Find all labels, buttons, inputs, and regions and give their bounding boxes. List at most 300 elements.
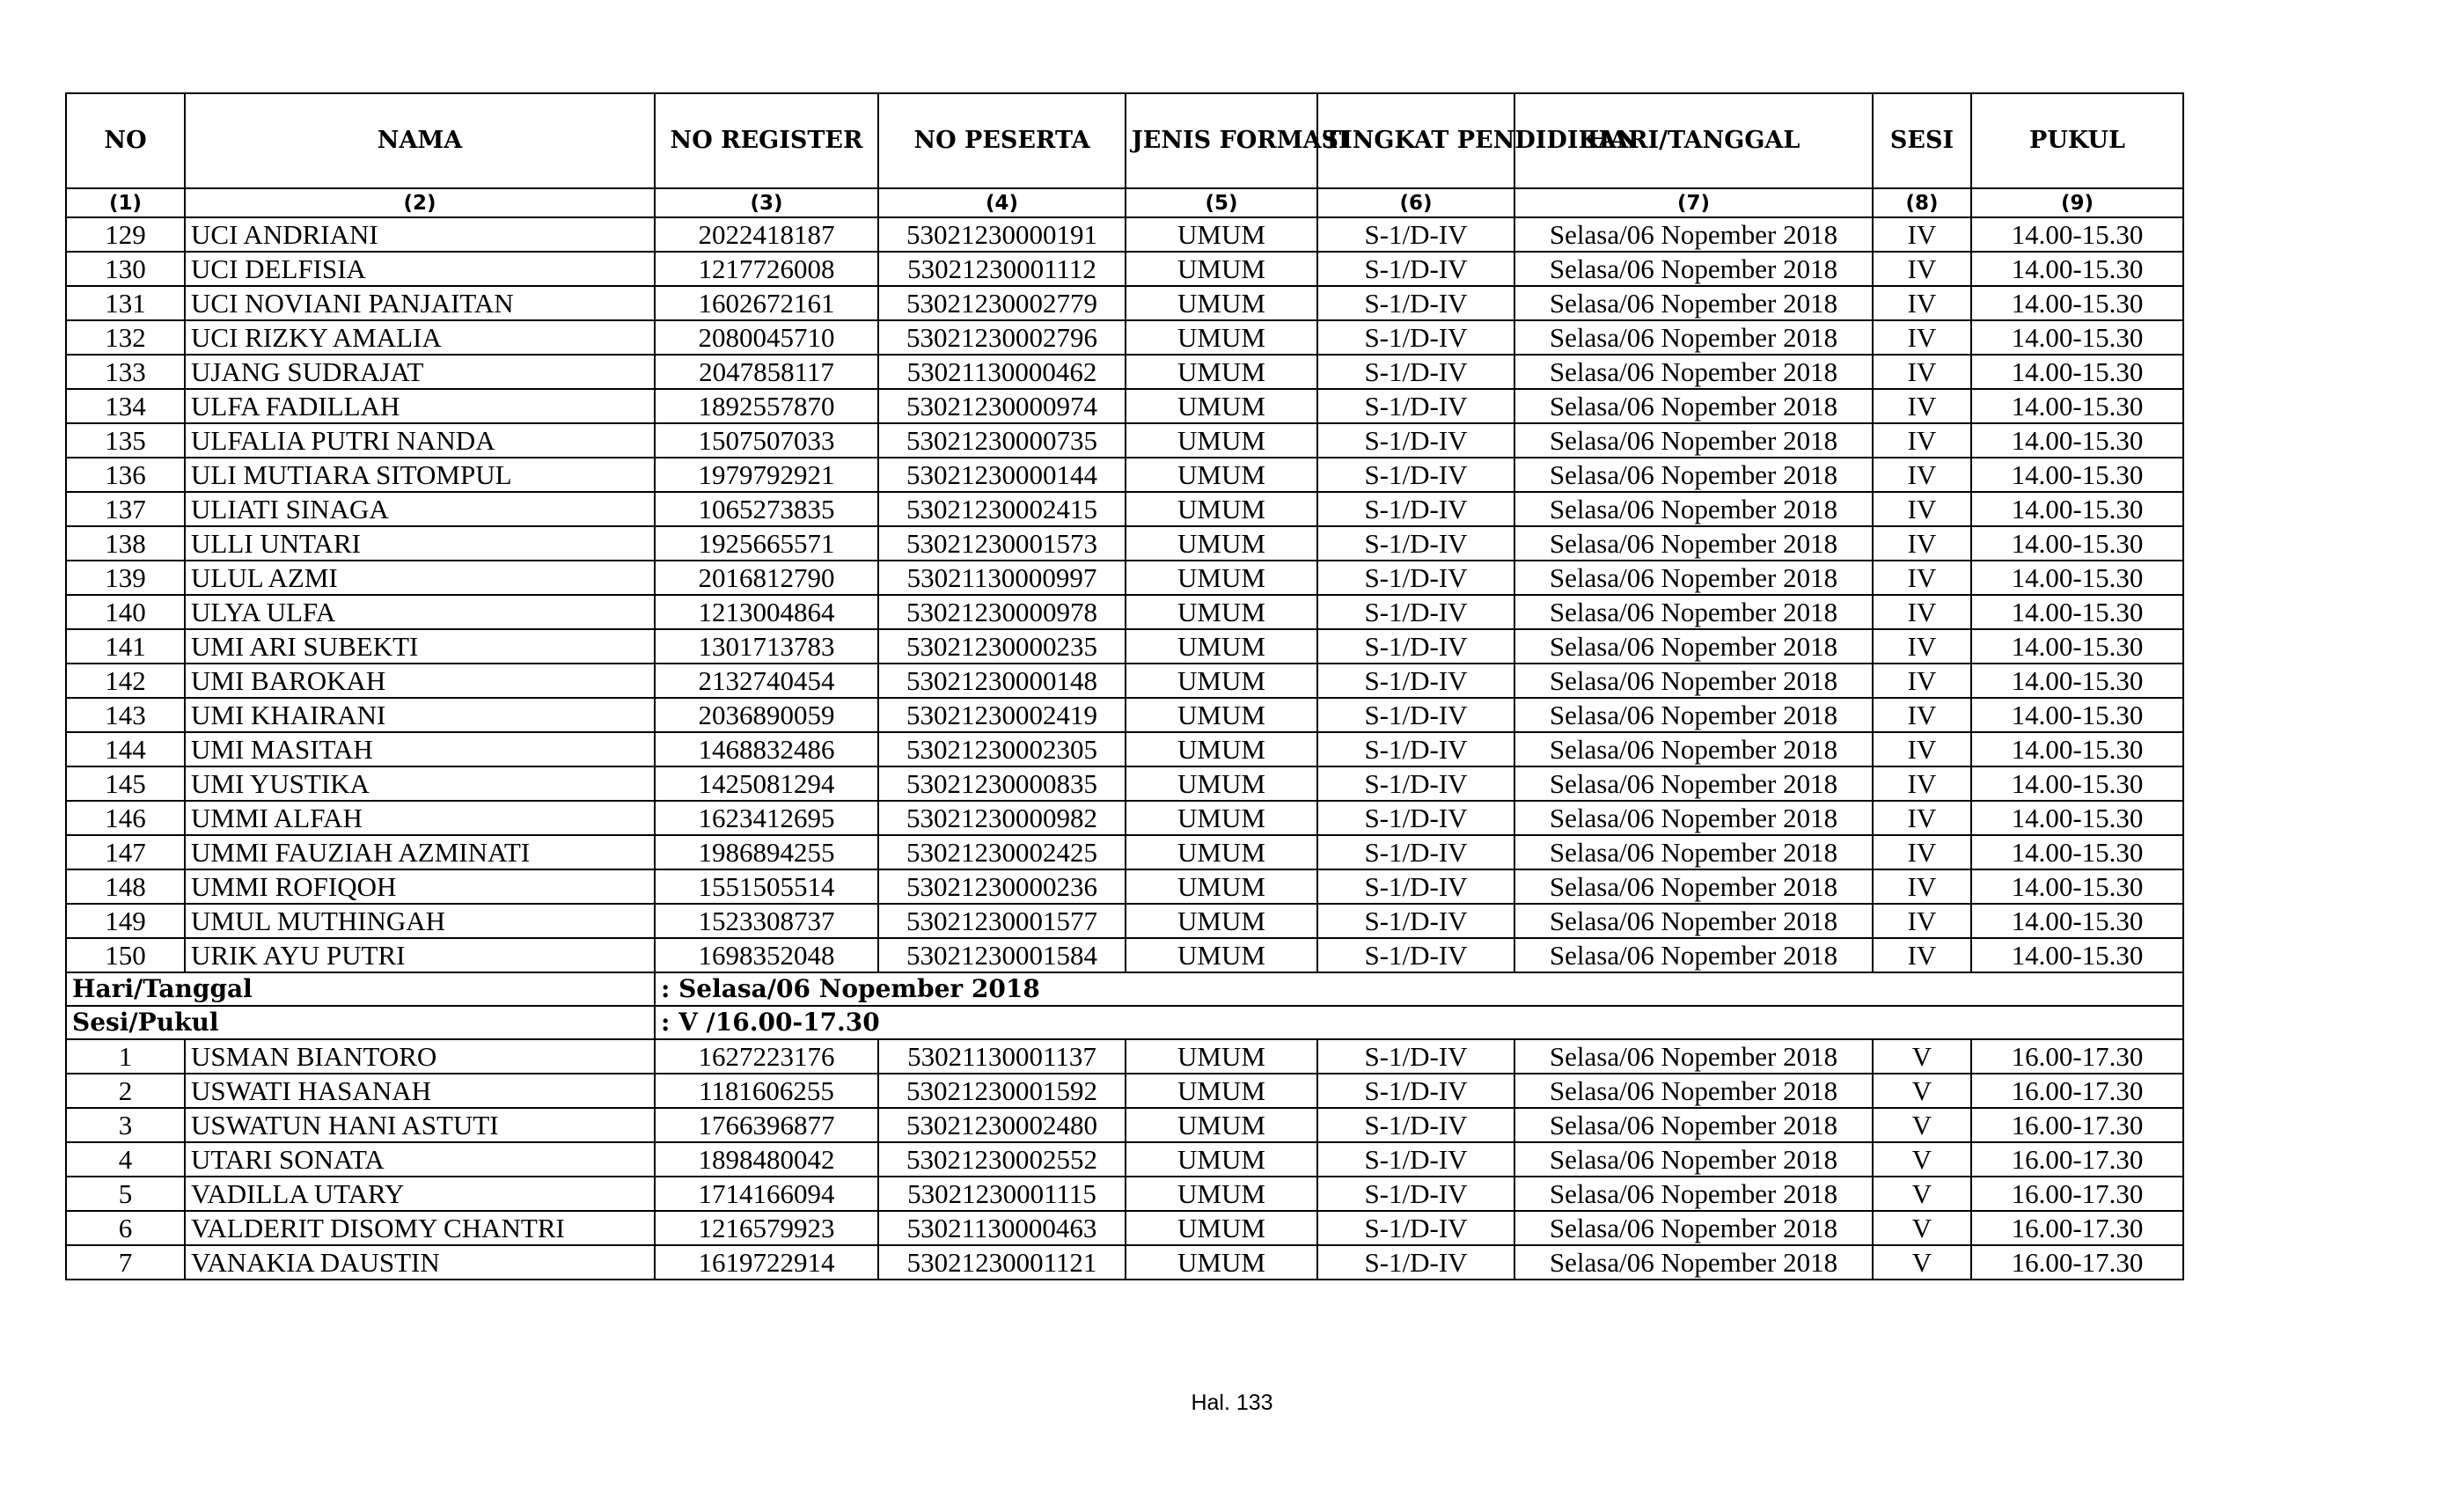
cell-no: 134 <box>66 389 185 423</box>
cell-sesi: IV <box>1873 732 1971 766</box>
cell-pukul: 14.00-15.30 <box>1971 664 2183 698</box>
cell-sesi: IV <box>1873 217 1971 252</box>
cell-no-register: 1623412695 <box>655 801 878 835</box>
cell-no-register: 1216579923 <box>655 1211 878 1245</box>
cell-sesi: IV <box>1873 629 1971 664</box>
cell-nama: ULFA FADILLAH <box>185 389 655 423</box>
table-row <box>66 492 2183 526</box>
table-row <box>66 1108 2183 1142</box>
cell-no-register: 1065273835 <box>655 492 878 526</box>
cell-nama: UMMI FAUZIAH AZMINATI <box>185 835 655 869</box>
cell-jenis-formasi: UMUM <box>1126 1177 1317 1211</box>
cell-hari-tanggal: Selasa/06 Nopember 2018 <box>1514 904 1873 938</box>
cell-hari-tanggal: Selasa/06 Nopember 2018 <box>1514 835 1873 869</box>
table-row <box>66 561 2183 595</box>
cell-tingkat-pendidikan: S-1/D-IV <box>1317 355 1514 389</box>
header-nama: NAMA <box>185 93 655 188</box>
cell-jenis-formasi: UMUM <box>1126 629 1317 664</box>
cell-hari-tanggal: Selasa/06 Nopember 2018 <box>1514 1211 1873 1245</box>
session-4-rows <box>66 217 2183 972</box>
cell-jenis-formasi: UMUM <box>1126 1211 1317 1245</box>
cell-tingkat-pendidikan: S-1/D-IV <box>1317 320 1514 355</box>
cell-sesi: IV <box>1873 252 1971 286</box>
cell-tingkat-pendidikan: S-1/D-IV <box>1317 904 1514 938</box>
cell-tingkat-pendidikan: S-1/D-IV <box>1317 629 1514 664</box>
table-row <box>66 595 2183 629</box>
table-row <box>66 1142 2183 1177</box>
table-row <box>66 526 2183 561</box>
cell-nama: ULUL AZMI <box>185 561 655 595</box>
cell-pukul: 14.00-15.30 <box>1971 526 2183 561</box>
table-row <box>66 1074 2183 1108</box>
cell-no-peserta: 53021230000735 <box>878 423 1126 458</box>
cell-no-register: 2132740454 <box>655 664 878 698</box>
cell-tingkat-pendidikan: S-1/D-IV <box>1317 766 1514 801</box>
cell-hari-tanggal: Selasa/06 Nopember 2018 <box>1514 423 1873 458</box>
session-day-value: : Selasa/06 Nopember 2018 <box>655 972 2183 1006</box>
cell-pukul: 16.00-17.30 <box>1971 1211 2183 1245</box>
cell-no-register: 1523308737 <box>655 904 878 938</box>
cell-no-peserta: 53021230001573 <box>878 526 1126 561</box>
cell-no-peserta: 53021230002552 <box>878 1142 1126 1177</box>
cell-hari-tanggal: Selasa/06 Nopember 2018 <box>1514 1177 1873 1211</box>
session-time-label: Sesi/Pukul <box>66 1006 655 1039</box>
cell-tingkat-pendidikan: S-1/D-IV <box>1317 458 1514 492</box>
cell-no-register: 1979792921 <box>655 458 878 492</box>
cell-jenis-formasi: UMUM <box>1126 1108 1317 1142</box>
col-number: (9) <box>1971 188 2183 217</box>
cell-hari-tanggal: Selasa/06 Nopember 2018 <box>1514 664 1873 698</box>
cell-hari-tanggal: Selasa/06 Nopember 2018 <box>1514 629 1873 664</box>
cell-hari-tanggal: Selasa/06 Nopember 2018 <box>1514 286 1873 320</box>
cell-pukul: 14.00-15.30 <box>1971 423 2183 458</box>
cell-no-register: 2047858117 <box>655 355 878 389</box>
cell-nama: URIK AYU PUTRI <box>185 938 655 972</box>
cell-jenis-formasi: UMUM <box>1126 492 1317 526</box>
cell-hari-tanggal: Selasa/06 Nopember 2018 <box>1514 217 1873 252</box>
cell-hari-tanggal: Selasa/06 Nopember 2018 <box>1514 732 1873 766</box>
cell-no-register: 2036890059 <box>655 698 878 732</box>
col-number: (5) <box>1126 188 1317 217</box>
table-row <box>66 766 2183 801</box>
cell-sesi: IV <box>1873 938 1971 972</box>
session-day-row <box>66 972 2183 1006</box>
cell-tingkat-pendidikan: S-1/D-IV <box>1317 526 1514 561</box>
cell-pukul: 14.00-15.30 <box>1971 698 2183 732</box>
cell-hari-tanggal: Selasa/06 Nopember 2018 <box>1514 1074 1873 1108</box>
cell-tingkat-pendidikan: S-1/D-IV <box>1317 1245 1514 1280</box>
cell-nama: UMI YUSTIKA <box>185 766 655 801</box>
cell-sesi: V <box>1873 1039 1971 1074</box>
cell-sesi: IV <box>1873 698 1971 732</box>
column-number-row <box>66 188 2183 217</box>
cell-nama: UMMI ROFIQOH <box>185 869 655 904</box>
cell-tingkat-pendidikan: S-1/D-IV <box>1317 423 1514 458</box>
cell-pukul: 14.00-15.30 <box>1971 389 2183 423</box>
table-row <box>66 252 2183 286</box>
cell-no: 139 <box>66 561 185 595</box>
col-number: (1) <box>66 188 185 217</box>
cell-no-register: 1425081294 <box>655 766 878 801</box>
cell-jenis-formasi: UMUM <box>1126 252 1317 286</box>
header-jenis-formasi: JENIS FORMASI <box>1126 93 1317 188</box>
table-row <box>66 801 2183 835</box>
cell-no: 148 <box>66 869 185 904</box>
cell-nama: UCI NOVIANI PANJAITAN <box>185 286 655 320</box>
cell-sesi: IV <box>1873 801 1971 835</box>
col-number: (3) <box>655 188 878 217</box>
cell-nama: UJANG SUDRAJAT <box>185 355 655 389</box>
cell-tingkat-pendidikan: S-1/D-IV <box>1317 492 1514 526</box>
header-no: NO <box>66 93 185 188</box>
cell-no-register: 1892557870 <box>655 389 878 423</box>
cell-no: 7 <box>66 1245 185 1280</box>
cell-hari-tanggal: Selasa/06 Nopember 2018 <box>1514 1142 1873 1177</box>
cell-jenis-formasi: UMUM <box>1126 766 1317 801</box>
cell-pukul: 14.00-15.30 <box>1971 492 2183 526</box>
cell-no-peserta: 53021230002419 <box>878 698 1126 732</box>
cell-tingkat-pendidikan: S-1/D-IV <box>1317 801 1514 835</box>
cell-tingkat-pendidikan: S-1/D-IV <box>1317 1108 1514 1142</box>
cell-hari-tanggal: Selasa/06 Nopember 2018 <box>1514 252 1873 286</box>
cell-pukul: 16.00-17.30 <box>1971 1142 2183 1177</box>
cell-pukul: 16.00-17.30 <box>1971 1074 2183 1108</box>
cell-nama: UMI KHAIRANI <box>185 698 655 732</box>
cell-no-peserta: 53021230001112 <box>878 252 1126 286</box>
cell-nama: UMMI ALFAH <box>185 801 655 835</box>
table-row <box>66 869 2183 904</box>
cell-no: 137 <box>66 492 185 526</box>
cell-sesi: V <box>1873 1074 1971 1108</box>
cell-pukul: 16.00-17.30 <box>1971 1177 2183 1211</box>
cell-hari-tanggal: Selasa/06 Nopember 2018 <box>1514 595 1873 629</box>
header-row <box>66 93 2183 188</box>
cell-no-peserta: 53021230002425 <box>878 835 1126 869</box>
cell-no: 135 <box>66 423 185 458</box>
cell-sesi: IV <box>1873 286 1971 320</box>
table-row <box>66 355 2183 389</box>
table-row <box>66 1245 2183 1280</box>
cell-pukul: 14.00-15.30 <box>1971 286 2183 320</box>
cell-no: 129 <box>66 217 185 252</box>
table-row <box>66 664 2183 698</box>
cell-no: 147 <box>66 835 185 869</box>
cell-tingkat-pendidikan: S-1/D-IV <box>1317 1074 1514 1108</box>
cell-no: 4 <box>66 1142 185 1177</box>
table-row <box>66 320 2183 355</box>
session-time-value: : V /16.00-17.30 <box>655 1006 2183 1039</box>
cell-tingkat-pendidikan: S-1/D-IV <box>1317 938 1514 972</box>
cell-jenis-formasi: UMUM <box>1126 595 1317 629</box>
cell-pukul: 14.00-15.30 <box>1971 766 2183 801</box>
col-number: (8) <box>1873 188 1971 217</box>
table-row <box>66 732 2183 766</box>
cell-tingkat-pendidikan: S-1/D-IV <box>1317 595 1514 629</box>
cell-sesi: V <box>1873 1245 1971 1280</box>
cell-no-register: 1766396877 <box>655 1108 878 1142</box>
cell-no-peserta: 53021230001115 <box>878 1177 1126 1211</box>
cell-pukul: 14.00-15.30 <box>1971 801 2183 835</box>
cell-sesi: V <box>1873 1211 1971 1245</box>
cell-sesi: V <box>1873 1177 1971 1211</box>
cell-no-peserta: 53021230002779 <box>878 286 1126 320</box>
cell-hari-tanggal: Selasa/06 Nopember 2018 <box>1514 1108 1873 1142</box>
cell-pukul: 14.00-15.30 <box>1971 217 2183 252</box>
cell-no-register: 1898480042 <box>655 1142 878 1177</box>
cell-sesi: IV <box>1873 904 1971 938</box>
cell-nama: ULLI UNTARI <box>185 526 655 561</box>
cell-no: 145 <box>66 766 185 801</box>
cell-no-register: 1301713783 <box>655 629 878 664</box>
table-row <box>66 629 2183 664</box>
cell-no-peserta: 53021230002305 <box>878 732 1126 766</box>
cell-no-peserta: 53021230000974 <box>878 389 1126 423</box>
col-number: (2) <box>185 188 655 217</box>
cell-no-register: 2022418187 <box>655 217 878 252</box>
cell-nama: VANAKIA DAUSTIN <box>185 1245 655 1280</box>
cell-jenis-formasi: UMUM <box>1126 938 1317 972</box>
cell-no-register: 1507507033 <box>655 423 878 458</box>
cell-pukul: 14.00-15.30 <box>1971 904 2183 938</box>
cell-no: 150 <box>66 938 185 972</box>
cell-pukul: 16.00-17.30 <box>1971 1245 2183 1280</box>
cell-hari-tanggal: Selasa/06 Nopember 2018 <box>1514 1039 1873 1074</box>
cell-sesi: IV <box>1873 835 1971 869</box>
cell-tingkat-pendidikan: S-1/D-IV <box>1317 1211 1514 1245</box>
session-day-label: Hari/Tanggal <box>66 972 655 1006</box>
cell-jenis-formasi: UMUM <box>1126 732 1317 766</box>
col-number: (7) <box>1514 188 1873 217</box>
session-5-rows <box>66 1039 2183 1280</box>
cell-no-peserta: 53021230000191 <box>878 217 1126 252</box>
cell-no-register: 1627223176 <box>655 1039 878 1074</box>
cell-no-register: 1698352048 <box>655 938 878 972</box>
cell-hari-tanggal: Selasa/06 Nopember 2018 <box>1514 526 1873 561</box>
cell-no: 142 <box>66 664 185 698</box>
cell-hari-tanggal: Selasa/06 Nopember 2018 <box>1514 869 1873 904</box>
cell-no-peserta: 53021130000463 <box>878 1211 1126 1245</box>
cell-no: 130 <box>66 252 185 286</box>
cell-sesi: V <box>1873 1142 1971 1177</box>
cell-pukul: 14.00-15.30 <box>1971 835 2183 869</box>
cell-jenis-formasi: UMUM <box>1126 698 1317 732</box>
cell-no: 143 <box>66 698 185 732</box>
cell-pukul: 14.00-15.30 <box>1971 252 2183 286</box>
cell-jenis-formasi: UMUM <box>1126 355 1317 389</box>
cell-tingkat-pendidikan: S-1/D-IV <box>1317 217 1514 252</box>
cell-no-peserta: 53021230001577 <box>878 904 1126 938</box>
cell-nama: ULI MUTIARA SITOMPUL <box>185 458 655 492</box>
cell-nama: USWATUN HANI ASTUTI <box>185 1108 655 1142</box>
cell-nama: ULYA ULFA <box>185 595 655 629</box>
cell-hari-tanggal: Selasa/06 Nopember 2018 <box>1514 389 1873 423</box>
cell-sesi: IV <box>1873 389 1971 423</box>
cell-no: 141 <box>66 629 185 664</box>
cell-no-register: 1925665571 <box>655 526 878 561</box>
cell-jenis-formasi: UMUM <box>1126 320 1317 355</box>
cell-tingkat-pendidikan: S-1/D-IV <box>1317 286 1514 320</box>
cell-hari-tanggal: Selasa/06 Nopember 2018 <box>1514 938 1873 972</box>
cell-no-register: 1602672161 <box>655 286 878 320</box>
cell-tingkat-pendidikan: S-1/D-IV <box>1317 389 1514 423</box>
cell-pukul: 14.00-15.30 <box>1971 629 2183 664</box>
cell-sesi: IV <box>1873 355 1971 389</box>
cell-no-peserta: 53021230000148 <box>878 664 1126 698</box>
cell-jenis-formasi: UMUM <box>1126 423 1317 458</box>
cell-sesi: IV <box>1873 423 1971 458</box>
cell-nama: UCI DELFISIA <box>185 252 655 286</box>
cell-hari-tanggal: Selasa/06 Nopember 2018 <box>1514 492 1873 526</box>
cell-jenis-formasi: UMUM <box>1126 664 1317 698</box>
cell-nama: UCI RIZKY AMALIA <box>185 320 655 355</box>
cell-no-peserta: 53021230000978 <box>878 595 1126 629</box>
cell-hari-tanggal: Selasa/06 Nopember 2018 <box>1514 561 1873 595</box>
cell-pukul: 14.00-15.30 <box>1971 458 2183 492</box>
cell-hari-tanggal: Selasa/06 Nopember 2018 <box>1514 355 1873 389</box>
cell-tingkat-pendidikan: S-1/D-IV <box>1317 252 1514 286</box>
cell-sesi: IV <box>1873 320 1971 355</box>
cell-nama: UMI MASITAH <box>185 732 655 766</box>
cell-no-peserta: 53021230000835 <box>878 766 1126 801</box>
cell-pukul: 14.00-15.30 <box>1971 732 2183 766</box>
cell-no-register: 2080045710 <box>655 320 878 355</box>
table-row <box>66 1039 2183 1074</box>
cell-pukul: 14.00-15.30 <box>1971 869 2183 904</box>
cell-no-peserta: 53021130000462 <box>878 355 1126 389</box>
cell-sesi: IV <box>1873 766 1971 801</box>
cell-no: 131 <box>66 286 185 320</box>
cell-no: 149 <box>66 904 185 938</box>
cell-hari-tanggal: Selasa/06 Nopember 2018 <box>1514 801 1873 835</box>
cell-jenis-formasi: UMUM <box>1126 869 1317 904</box>
cell-jenis-formasi: UMUM <box>1126 389 1317 423</box>
table-row <box>66 217 2183 252</box>
cell-nama: UMI ARI SUBEKTI <box>185 629 655 664</box>
cell-no-peserta: 53021230000235 <box>878 629 1126 664</box>
table-row <box>66 835 2183 869</box>
cell-no-peserta: 53021230000236 <box>878 869 1126 904</box>
cell-sesi: IV <box>1873 492 1971 526</box>
cell-nama: VADILLA UTARY <box>185 1177 655 1211</box>
cell-sesi: IV <box>1873 869 1971 904</box>
cell-no-register: 1213004864 <box>655 595 878 629</box>
header-no-peserta: NO PESERTA <box>878 93 1126 188</box>
cell-no-peserta: 53021230001584 <box>878 938 1126 972</box>
cell-no: 144 <box>66 732 185 766</box>
cell-jenis-formasi: UMUM <box>1126 835 1317 869</box>
cell-nama: USWATI HASANAH <box>185 1074 655 1108</box>
cell-no-peserta: 53021130001137 <box>878 1039 1126 1074</box>
cell-pukul: 14.00-15.30 <box>1971 938 2183 972</box>
cell-tingkat-pendidikan: S-1/D-IV <box>1317 1177 1514 1211</box>
cell-no-peserta: 53021230002415 <box>878 492 1126 526</box>
table-row <box>66 286 2183 320</box>
cell-no-peserta: 53021230000982 <box>878 801 1126 835</box>
cell-no: 140 <box>66 595 185 629</box>
cell-hari-tanggal: Selasa/06 Nopember 2018 <box>1514 766 1873 801</box>
cell-hari-tanggal: Selasa/06 Nopember 2018 <box>1514 320 1873 355</box>
col-number: (4) <box>878 188 1126 217</box>
table-row <box>66 389 2183 423</box>
cell-pukul: 16.00-17.30 <box>1971 1108 2183 1142</box>
col-number: (6) <box>1317 188 1514 217</box>
header-no-register: NO REGISTER <box>655 93 878 188</box>
cell-jenis-formasi: UMUM <box>1126 217 1317 252</box>
header-sesi: SESI <box>1873 93 1971 188</box>
cell-pukul: 14.00-15.30 <box>1971 320 2183 355</box>
cell-tingkat-pendidikan: S-1/D-IV <box>1317 1142 1514 1177</box>
cell-no: 138 <box>66 526 185 561</box>
participant-table <box>65 92 2184 1280</box>
cell-tingkat-pendidikan: S-1/D-IV <box>1317 664 1514 698</box>
cell-tingkat-pendidikan: S-1/D-IV <box>1317 869 1514 904</box>
cell-nama: USMAN BIANTORO <box>185 1039 655 1074</box>
cell-jenis-formasi: UMUM <box>1126 801 1317 835</box>
cell-hari-tanggal: Selasa/06 Nopember 2018 <box>1514 1245 1873 1280</box>
cell-sesi: IV <box>1873 526 1971 561</box>
cell-hari-tanggal: Selasa/06 Nopember 2018 <box>1514 698 1873 732</box>
cell-nama: UMI BAROKAH <box>185 664 655 698</box>
cell-pukul: 16.00-17.30 <box>1971 1039 2183 1074</box>
cell-no-peserta: 53021230000144 <box>878 458 1126 492</box>
cell-sesi: V <box>1873 1108 1971 1142</box>
cell-no-peserta: 53021130000997 <box>878 561 1126 595</box>
cell-no-peserta: 53021230001592 <box>878 1074 1126 1108</box>
table-row <box>66 938 2183 972</box>
cell-tingkat-pendidikan: S-1/D-IV <box>1317 561 1514 595</box>
table-row <box>66 1211 2183 1245</box>
cell-no-peserta: 53021230002480 <box>878 1108 1126 1142</box>
cell-sesi: IV <box>1873 664 1971 698</box>
cell-no-register: 1181606255 <box>655 1074 878 1108</box>
cell-no-register: 1714166094 <box>655 1177 878 1211</box>
header-hari-tanggal: HARI/TANGGAL <box>1514 93 1873 188</box>
cell-jenis-formasi: UMUM <box>1126 904 1317 938</box>
cell-jenis-formasi: UMUM <box>1126 1245 1317 1280</box>
cell-nama: ULFALIA PUTRI NANDA <box>185 423 655 458</box>
cell-nama: UMUL MUTHINGAH <box>185 904 655 938</box>
cell-tingkat-pendidikan: S-1/D-IV <box>1317 732 1514 766</box>
cell-no: 132 <box>66 320 185 355</box>
table-row <box>66 458 2183 492</box>
cell-nama: UTARI SONATA <box>185 1142 655 1177</box>
cell-no: 1 <box>66 1039 185 1074</box>
cell-jenis-formasi: UMUM <box>1126 1074 1317 1108</box>
cell-jenis-formasi: UMUM <box>1126 1142 1317 1177</box>
cell-jenis-formasi: UMUM <box>1126 458 1317 492</box>
cell-no-register: 1468832486 <box>655 732 878 766</box>
cell-no-register: 2016812790 <box>655 561 878 595</box>
cell-pukul: 14.00-15.30 <box>1971 595 2183 629</box>
cell-no: 136 <box>66 458 185 492</box>
cell-jenis-formasi: UMUM <box>1126 561 1317 595</box>
cell-nama: ULIATI SINAGA <box>185 492 655 526</box>
cell-no: 5 <box>66 1177 185 1211</box>
cell-hari-tanggal: Selasa/06 Nopember 2018 <box>1514 458 1873 492</box>
header-tingkat-pendidikan: TINGKAT PENDIDIKAN <box>1317 93 1514 188</box>
cell-no-register: 1217726008 <box>655 252 878 286</box>
cell-no: 133 <box>66 355 185 389</box>
cell-no: 6 <box>66 1211 185 1245</box>
cell-no-register: 1619722914 <box>655 1245 878 1280</box>
table-row <box>66 904 2183 938</box>
cell-jenis-formasi: UMUM <box>1126 286 1317 320</box>
cell-jenis-formasi: UMUM <box>1126 1039 1317 1074</box>
cell-nama: VALDERIT DISOMY CHANTRI <box>185 1211 655 1245</box>
cell-no: 146 <box>66 801 185 835</box>
header-pukul: PUKUL <box>1971 93 2183 188</box>
cell-no: 2 <box>66 1074 185 1108</box>
